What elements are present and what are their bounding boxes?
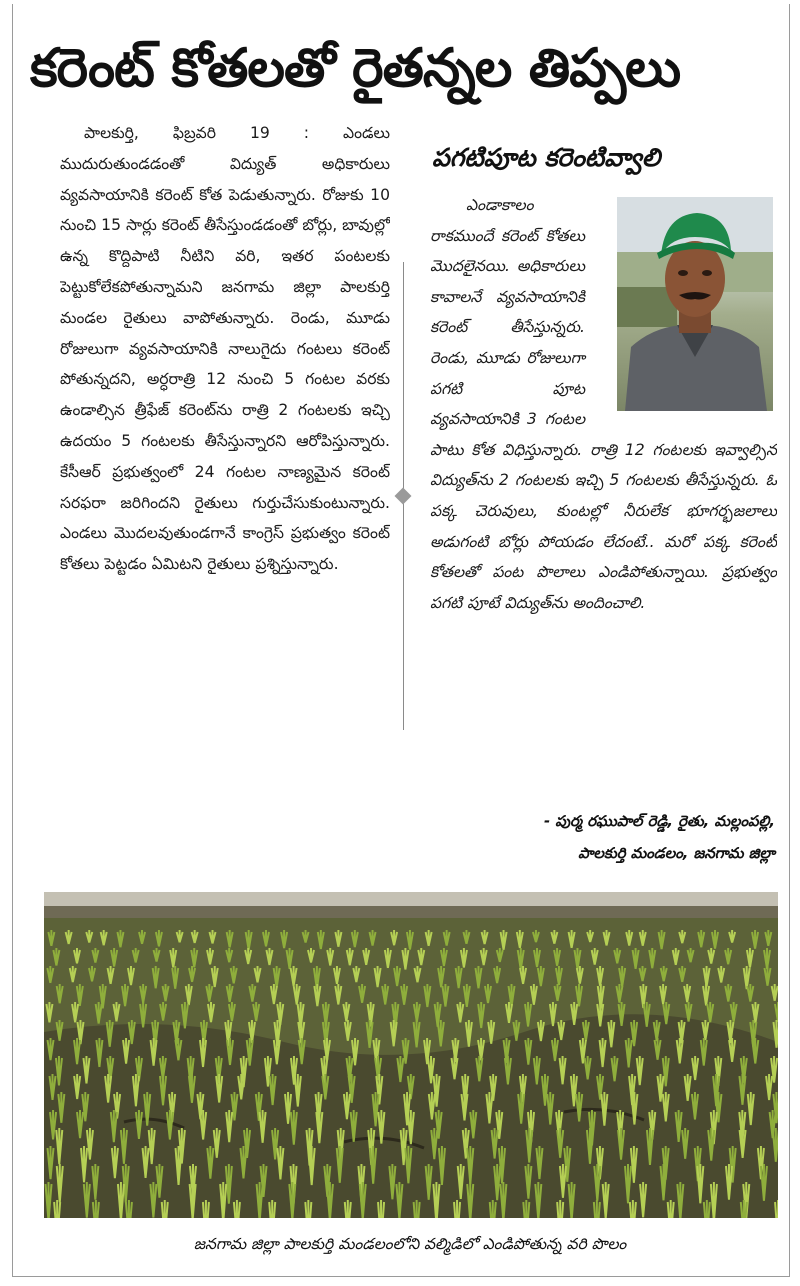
main-article [60, 118, 390, 878]
rice-sprout [93, 1200, 99, 1218]
rice-sprout [594, 1200, 600, 1218]
rice-sprout [269, 1200, 275, 1218]
main-article-text: పాలకుర్తి, ఫిబ్రవరి 19 : ఎండలు ముదురుతుండడంతో విద్యుత్ అధికారులు వ్యవసాయానికి కరెంట్ కోత పెడుతున్నారు. రోజుకు 10 నుంచి 15 సార్లు కరెంట్ తీసేస్తుండడంతో బోర్లు, బావుల్లో ఉన్న కొద్దిపాటి నీటిని వరి, ఇతర పంటలకు పెట్టుకోలేకపోతున్నామని జనగామ జిల్లా పాలకుర్తి మండల రైతులు వాపోతున్నారు. రెండు, మూడు రోజులుగా వ్యవసాయానికి నాలుగైదు గంటలు కరెంట్ పోతున్నదని, అర్ధరాత్రి 12 నుంచి 5 గంటల వరకు ఉండాల్సిన త్రీఫేజ్ కరెంట్‌ను రాత్రి 2 గంటలకు ఇచ్చి ఉదయం 5 గంటలకు తీసేస్తున్నారని ఆరోపిస్తున్నారు. కేసీఆర్ ప్రభుత్వంలో 24 గంటల నాణ్యమైన కరెంట్ సరఫరా జరిగిందని రైతులు గుర్తుచేసుకుంటున్నారు. ఎండలు మొదలవుతుండగానే కాంగ్రెస్ ప్రభుత్వం కరెంట్ కోతలు పెట్టడం ఏమిటని రైతులు ప్రశ్నిస్తున్నారు. [60, 124, 390, 574]
byline-name: - పుర్మ రఘుపాల్ రెడ్డి, రైతు, మల్లంపల్లి, [543, 813, 775, 830]
rice-sprout [234, 1200, 240, 1218]
rice-sprout [378, 1200, 384, 1218]
rice-sprout [704, 1200, 710, 1218]
rice-sprout [630, 1200, 636, 1218]
rice-sprout [345, 1200, 351, 1218]
rice-sprout [454, 1200, 460, 1218]
headline: కరెంట్ కోతలతో రైతన్నల తిప్పలు [30, 38, 681, 99]
byline [430, 806, 775, 870]
sidebar-subhead: పగటిపూట కరెంటివ్వాలి [432, 143, 661, 172]
rice-sprout [668, 1200, 674, 1218]
photo-caption: జనగామ జిల్లా పాలకుర్తి మండలంలోని వల్మిడిలో ఎండిపోతున్న వరి పొలం [193, 1235, 627, 1253]
rice-sprout [162, 1200, 168, 1218]
farmer-portrait-photo [617, 197, 773, 411]
rice-sprout [203, 1200, 209, 1218]
rice-sprout [741, 1200, 747, 1218]
rice-sprout [523, 1200, 529, 1218]
rice-sprout [490, 1200, 496, 1218]
sidebar-quote-text: ఎండాకాలం రాకముందే కరెంట్ కోతలు మొదలైనయి. అధికారులు కావాలనే వ్యవసాయానికి కరెంట్ తీసేస్తున్నరు. రెండు, మూడు రోజులుగా పగటి పూట వ్యవసాయానికి 3 గంటల పాటు కోత విధిస్తున్నారు. రాత్రి 12 గంటలకు ఇవ్వాల్సిన విద్యుత్‌ను 2 గంటలకు ఇచ్చి 5 గంటలకు తీసేస్తున్నరు. ఓ పక్క చెరువులు, కుంటల్లో నీరులేక భూగర్భజలాలు అడుగంటి బోర్లు పోయడం లేదంటే.. మరో పక్క కరెంట్ కోతలతో పంట పొలాలు ఎండిపోతున్నాయి. ప్రభుత్వం పగటి పూటే విద్యుత్‌ను అందించాలి. [430, 196, 777, 612]
rice-sprout [414, 1200, 420, 1218]
rice-sprout [54, 1200, 60, 1218]
paddy-field-photo [44, 892, 778, 1218]
rice-sprout [126, 1200, 132, 1218]
byline-location: పాలకుర్తి మండలం, జనగామ జిల్లా [578, 845, 775, 862]
rice-sprout [305, 1200, 311, 1218]
rice-sprout [557, 1200, 563, 1218]
